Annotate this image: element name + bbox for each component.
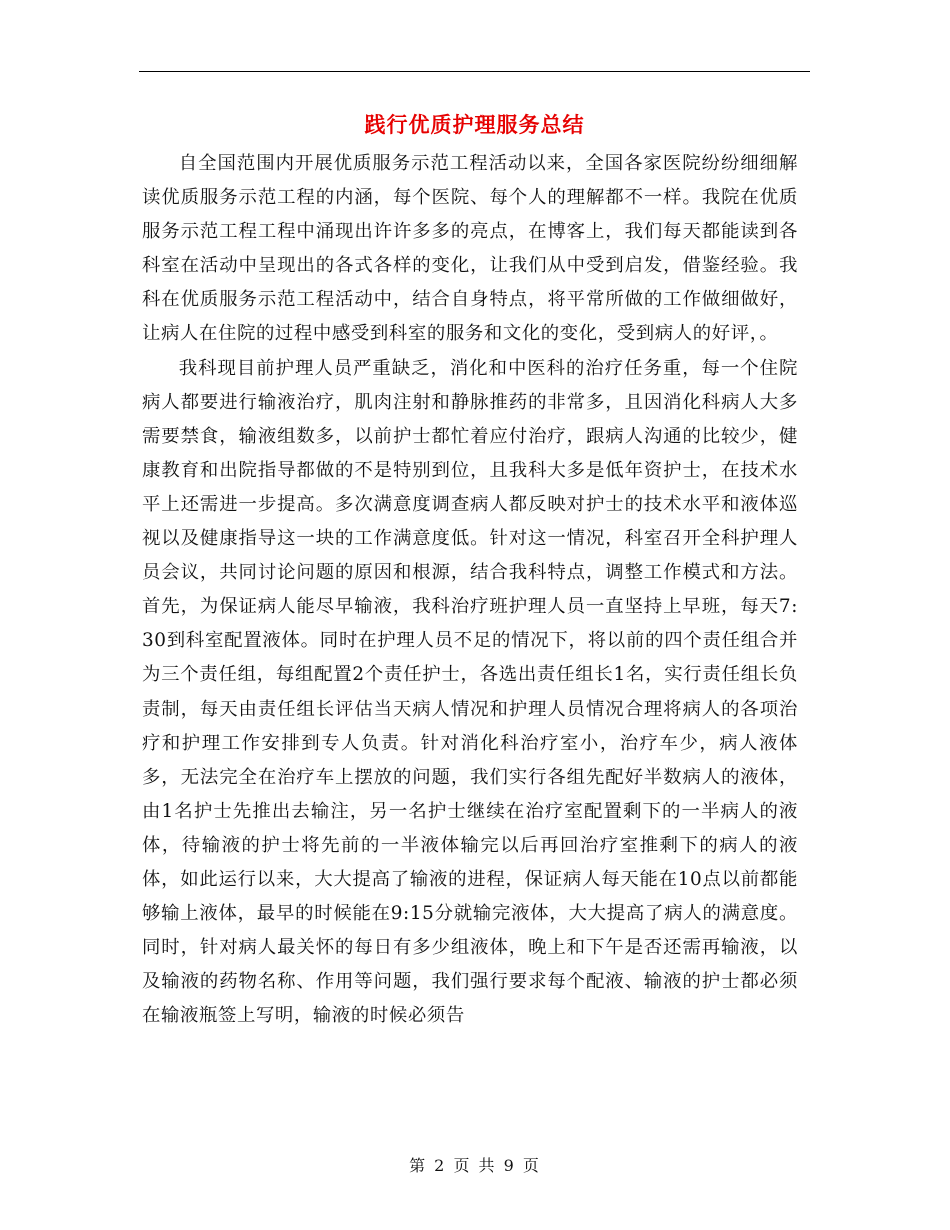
header-rule <box>139 71 810 72</box>
body-paragraph: 自全国范围内开展优质服务示范工程活动以来，全国各家医院纷纷细细解读优质服务示范工程的内涵，每个医院、每个人的理解都不一样。我院在优质服务示范工程工程中涌现出许许多多的亮点，在博客上，我们每天都能读到各科室在活动中呈现出的各式各样的变化，让我们从中受到启发，借鉴经验。我科在优质服务示范工程活动中，结合自身特点，将平常所做的工作做细做好，让病人在住院的过程中感受到科室的服务和文化的变化，受到病人的好评，。 <box>142 153 798 345</box>
document-body <box>142 147 798 1033</box>
page-number: 第 2 页 共 9 页 <box>409 1156 541 1175</box>
document-title: 践行优质护理服务总结 <box>364 112 585 137</box>
body-paragraph: 我科现目前护理人员严重缺乏，消化和中医科的治疗任务重，每一个住院病人都要进行输液治疗，肌肉注射和静脉推药的非常多，且因消化科病人大多需要禁食，输液组数多，以前护士都忙着应付治疗，跟病人沟通的比较少，健康教育和出院指导都做的不是特别到位，且我科大多是低年资护士，在技术水平上还需进一步提高。多次满意度调查病人都反映对护士的技术水平和液体巡视以及健康指导这一块的工作满意度低。针对这一情况，科室召开全科护理人员会议，共同讨论问题的原因和根源，结合我科特点，调整工作模式和方法。首先，为保证病人能尽早输液，我科治疗班护理人员一直坚持上早班，每天7:30到科室配置液体。同时在护理人员不足的情况下，将以前的四个责任组合并为三个责任组，每组配置2个责任护士，各选出责任组长1名，实行责任组长负责制，每天由责任组长评估当天病人情况和护理人员情况合理将病人的各项治疗和护理工作安排到专人负责。针对消化科治疗室小，治疗车少，病人液体多，无法完全在治疗车上摆放的问题，我们实行各组先配好半数病人的液体，由1名护士先推出去输注，另一名护士继续在治疗室配置剩下的一半病人的液体，待输液的护士将先前的一半液体输完以后再回治疗室推剩下的病人的液体，如此运行以来，大大提高了输液的进程，保证病人每天能在10点以前都能够输上液体，最早的时候能在9:15分就输完液体，大大提高了病人的满意度。同时，针对病人最关怀的每日有多少组液体，晚上和下午是否还需再输液，以及输液的药物名称、作用等问题，我们强行要求每个配液、输液的护士都必须在输液瓶签上写明，输液的时候必须告 <box>142 357 798 1027</box>
